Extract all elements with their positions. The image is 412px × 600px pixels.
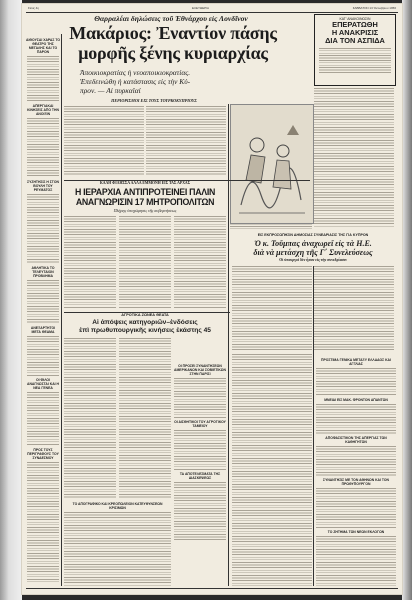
bottom-rule (26, 588, 398, 589)
left-item-2: ΑΠΕΡΓΙΑΚΑΙ ΚΙΝΗΣΕΙΣ ΑΠΟ ΤΗΝ ΑΝΟΙΞΙΝ (27, 104, 59, 116)
folio-center: ΕΛΕΥΘΕΡΙΑ (192, 6, 210, 10)
right-lower-body-d (316, 488, 396, 528)
left-body-6 (27, 392, 59, 446)
newspaper-page (22, 4, 402, 594)
left-item-4: ΑΘΛΗΤΙΚΑ ΤΟ ΤΕΛΕΥΤΑΙΟΝ ΠΡΟΒΛΗΜΑ (31, 266, 55, 278)
hierarchy-headline-1: Η ΙΕΡΑΡΧΙΑ ΑΝΤΙΠΡΟΤΕΙΝΕΙ ΠΑΛΙΝ (74, 187, 216, 197)
left-body-4 (27, 280, 59, 324)
lead-body-col-1 (64, 106, 144, 176)
lead-headline-2: μορφῆς ξένης κυριαρχίας (78, 43, 268, 63)
left-body-7 (27, 462, 59, 582)
lead-body-col-2 (146, 106, 226, 176)
lead-subhead-3: προν. — Αἱ πυρκαϊαί (80, 86, 141, 95)
hierarchy-headline-2: ΑΝΑΓΝΩΡΙΣΙΝ 17 ΜΗΤΡΟΠΟΛΙΤΩΝ (75, 197, 215, 207)
right-box-title-2: Η ΑΝΑΚΡΙΣΙΣ (331, 28, 379, 37)
hierarchy-caption: ΚΑΛΗ ΦΙΛΗΣΣΑ ΑΛΛΑ ΕΜΜΟΝΗ ΕΙΣ ΤΑΣ ΑΡΧΑΣ (99, 181, 191, 185)
bottom-wide-headline: ΤΟ ΑΠΟΓΡΑΦΙΚΟ ΚΑΙ ΚΡΕΟΠΩΛΕΙΟΝ ΚΑΤΕΥΘΥΝΣΕΩΝ ΚΡΙΣΙΜΩΝ (72, 502, 163, 510)
right-lower-item-3: ΑΠΟΦΑΣΙΣΤΙΚΟΝ ΤΗΣ ΑΠΕΡΓΙΑΣ ΤΩΝ ΚΑΘΗΓΗΤΩΝ (325, 436, 387, 444)
lead-subhead-1: Ἀποικιοκρατίας ἡ νεοαποικιοκρατίας. (80, 68, 191, 77)
center-body-2 (174, 430, 226, 470)
left-item-1: ΑΙΘΟΥΣΑΙ ΧΑΡΑΣ ΤΟ ΘΕΑΤΡΟ ΤΗΣ ΜΕΓΑΛΗΣ ΚΑΙ ΤΟ ΠΑΡΟΝ (26, 38, 60, 54)
tumbas-body-2 (314, 266, 394, 350)
hierarchy-body-1 (64, 216, 116, 308)
agrarian-headline-2: ἐπὶ πρωθυπουργικῆς κινήσεις ἐκάστης 45 (79, 327, 211, 334)
right-lower-body-c (316, 446, 396, 476)
right-box (314, 14, 396, 86)
right-lower-item-2: ΜΝΕΙΑΙ ΕΙΣ ΜΑΚ. ΦΡΟΝΤΟΝ ΑΠΑΝΤΩΝ (324, 398, 388, 402)
cartoon-caption (230, 224, 312, 230)
left-item-7: ΠΡΟΣ ΤΟΥΣ ΠΕΡΙΓΡΑΦΟΥΣ ΤΟΥ ΣΥΝΔΕΣΜΟΥ (27, 448, 59, 460)
center-body-1 (174, 378, 226, 418)
center-body-3 (174, 482, 226, 542)
right-box-kicker: ΚΑΤ' ΑΝΑΚΟΙΝΩΣΙΝ (339, 17, 371, 21)
lead-deck: ΠΕΡΙΟΡΙΣΜΟΙ ΕΙΣ ΤΟΥΣ ΤΟΥΡΚΟΚΥΠΡΙΟΥΣ (111, 98, 197, 103)
center-item-1: ΟΙ ΠΡΟΣΕΙ ΣΥΝΑΝΤΗΣΕΩΝ ΑΜΕΡΙΚΑΝΩΝ ΚΑΙ ΣΟΒΙΕΤΙΚΩΝ ΣΤΗΝ ΠΑΡΙΣΙ (174, 364, 226, 376)
right-lower-body-b (316, 404, 396, 434)
agrarian-body-1 (64, 338, 116, 498)
agrarian-body-2 (119, 338, 171, 498)
center-column-rule (228, 104, 229, 586)
folio-right: ΣΑΒΒΑΤΟΝ 13 Ὀκτωβρίου 1956 (352, 6, 396, 10)
right-lower-item-1: ΠΡΟΣΤΙΜΑ ΓΕΝΙΚΑ ΜΕΤΑΞΥ ΕΛΛΑΔΟΣ ΚΑΙ ΑΓΓΛΙΑΣ (321, 358, 391, 366)
hierarchy-body-3 (174, 216, 226, 308)
left-column (26, 34, 60, 584)
left-item-5: ΑΝΕΞΑΡΤΗΤΟΙ ΜΕΤΑ ΘΕΑΜΑ (30, 326, 56, 334)
right-box-body (319, 48, 391, 74)
left-body-3 (27, 194, 59, 264)
right-box-title-3: ΔΙΑ ΤΟΝ ΑΣΠΙΔΑ (325, 36, 385, 45)
hierarchy-sub: Πλήρης ὑποχώρησις τῆς κυβερνήσεως (113, 208, 177, 213)
left-body-1 (27, 56, 59, 102)
bottom-wide-body (64, 512, 171, 586)
scan-right-edge (402, 0, 412, 600)
left-item-6: ΟΙ ΦΙΛΟΙ ΑΝΑΓΝΩΣΤΑΙ ΚΑΙ Η ΝΕΑ ΓΕΝΕΑ (27, 378, 59, 390)
right-lower-item-4: ΣΥΝΑΝΤΗΣΙΣ ΜΕ ΤΟΝ ΑΘΗΝΩΝ ΚΑΙ ΤΟΝ ΠΡΩΘΥΠΟΥΡΓΟΝ (323, 478, 389, 486)
tumbas-body-1 (232, 266, 312, 350)
right-lower-body-1 (232, 354, 312, 588)
left-item-3: ΣΥΖΗΤΗΣΙΣ Η ΣΤΟΝ ΒΟΥΛΗ ΤΟΥ ΡΕΥΜΑΤΟΣ (27, 180, 59, 192)
hierarchy-body-2 (119, 216, 171, 308)
center-stack (174, 338, 226, 588)
center-item-2: ΟΙ ΑΙΣΘΗΤΙΚΟΙ ΤΟΥ ΑΓΡΟΤΙΚΟΥ ΤΑΜΕΙΟΥ (174, 420, 226, 428)
top-rule (26, 12, 398, 13)
lead-headline-1: Μακάριος: Ἐναντίον πάσης (69, 23, 277, 43)
right-lower-stack (316, 354, 396, 588)
tumbas-headline-2: διὰ νὰ μετάσχη τῆς Γ΄ Συνελεύσεως (253, 248, 373, 257)
right-box-title-1: ΕΠΕΡΑΤΩΘΗ (332, 20, 378, 29)
agrarian-kicker: ΑΓΡΟΤΙΚΑ ΖΩΝΕΑ ΘΕΑΤΑ (121, 313, 169, 317)
left-column-rule (61, 34, 62, 586)
left-body-5 (27, 336, 59, 376)
left-body-2 (27, 118, 59, 178)
tumbas-kicker: ΕΙΣ ΕΚΠΡΟΣΩΠΗΣΙΝ ΔΗΜΟΣΙΑΣ ΣΥΝΕΔΡΙΑΣΙΣ ΤΗΣ ΓΙΑ ΚΥΠΡΟΝ (257, 233, 369, 237)
tumbas-headline-1: Ὁ κ. Τοῦμπας ἀναχωρεῖ εἰς τὰ Η.Ε. (254, 239, 372, 248)
right-lower-body-a (316, 368, 396, 396)
cartoon-photo (230, 104, 314, 224)
agrarian-headline-1: Αἱ ἀπόψεις κατηγοριῶν–ἐνδόσεις (92, 319, 198, 326)
lead-subhead-2: Ἐπεδεινώθη ἡ κατάστασις εἰς τὴν Κύ- (80, 77, 191, 86)
center-item-3: ΤΑ ΑΠΟΤΕΛΕΣΜΑΤΑ ΤΗΣ ΔΙΑΣΚΕΨΕΩΣ (179, 472, 221, 480)
folio-left: Σελὶς 4η (28, 6, 39, 10)
lead-kicker: Θαρραλέαι δηλώσεις τοῦ Ἐθνάρχου εἰς Λονδῖνον (94, 14, 248, 23)
scan-binding-edge (0, 0, 22, 600)
right-lower-body-e (316, 536, 396, 586)
right-lower-item-5: ΤΟ ΖΗΤΗΜΑ ΤΩΝ ΝΕΩΝ ΕΚΛΟΓΩΝ (327, 530, 385, 534)
cartoon-illustration (231, 105, 313, 223)
right-body-top (314, 88, 394, 228)
tumbas-sub: Οἱ ὑπουργοὶ δὲν ἦσαν εἰς τὴν συνεδρίασιν (279, 258, 347, 262)
right-column-rule (313, 266, 314, 586)
